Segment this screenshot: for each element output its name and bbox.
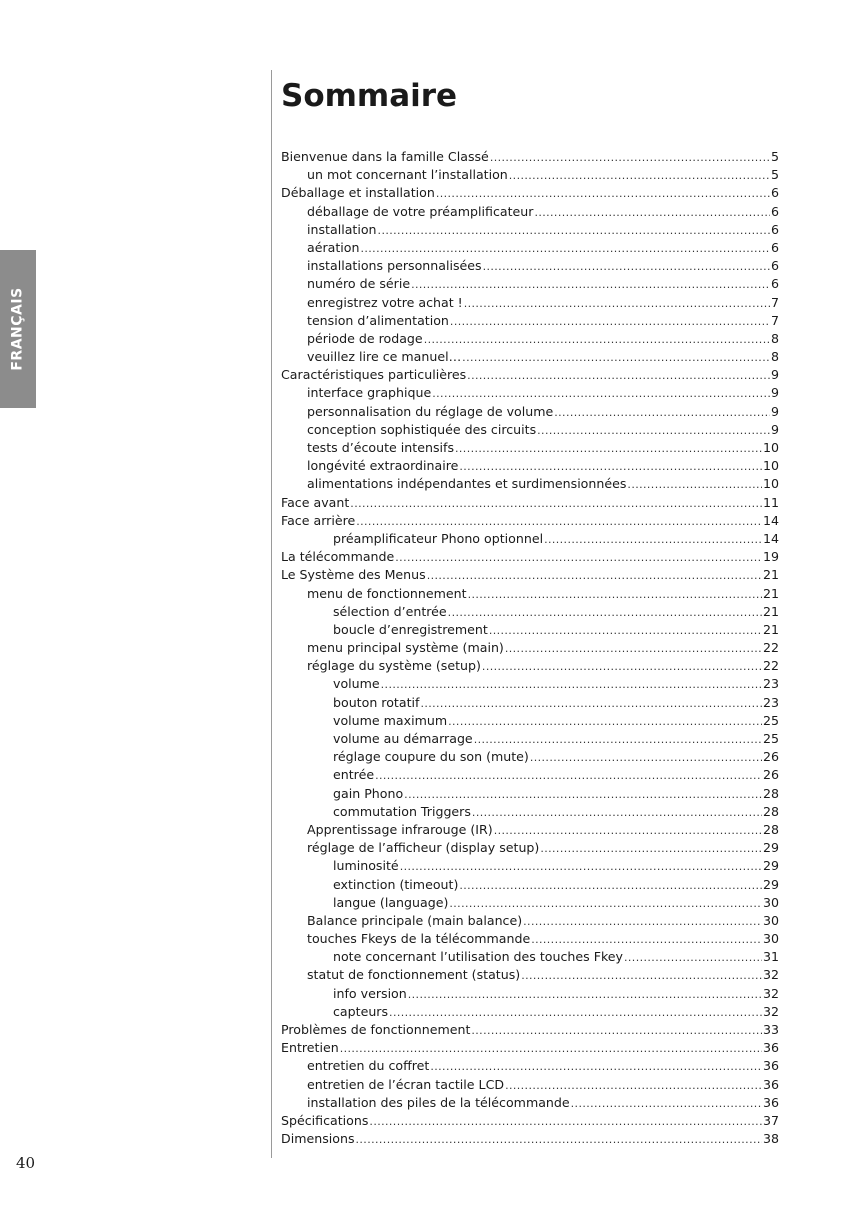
toc-entry-page: 36	[762, 1040, 779, 1056]
toc-entry-title: tension d’alimentation	[307, 312, 449, 328]
toc-entry[interactable]	[281, 785, 779, 803]
toc-entry[interactable]	[281, 203, 779, 221]
toc-entry[interactable]	[281, 166, 779, 184]
dot-leader	[449, 895, 762, 912]
toc-entry-title: entrée	[333, 767, 375, 783]
toc-entry[interactable]	[281, 803, 779, 821]
toc-entry-title: enregistrez votre achat !	[307, 294, 463, 310]
toc-entry[interactable]	[281, 566, 779, 584]
toc-entry-title: réglage coupure du son (mute)	[333, 749, 529, 765]
toc-entry[interactable]	[281, 948, 779, 966]
toc-entry-title: menu principal système (main)	[307, 640, 504, 656]
toc-entry-page: 26	[762, 749, 779, 765]
dot-leader	[459, 458, 762, 475]
toc-entry[interactable]	[281, 1039, 779, 1057]
toc-entry-title: sélection d’entrée	[333, 603, 447, 619]
toc-entry-page: 9	[770, 421, 779, 437]
toc-entry-page: 6	[770, 221, 779, 237]
dot-leader	[509, 167, 770, 184]
page-title: Sommaire	[281, 78, 458, 114]
toc-entry[interactable]	[281, 876, 779, 894]
toc-entry-title: langue (language)	[333, 894, 449, 910]
toc-entry-title: note concernant l’utilisation des touches Fkey	[333, 949, 624, 965]
dot-leader	[360, 240, 770, 257]
toc-entry[interactable]	[281, 239, 779, 257]
toc-entry-title: veuillez lire ce manuel…	[307, 349, 462, 365]
dot-leader	[530, 749, 762, 766]
toc-entry-title: conception sophistiquée des circuits	[307, 421, 537, 437]
toc-entry-page: 28	[762, 821, 779, 837]
toc-entry[interactable]	[281, 530, 779, 548]
toc-entry-title: Caractéristiques particulières	[281, 367, 467, 383]
toc-entry-page: 14	[762, 512, 779, 528]
toc-entry-title: installations personnalisées	[307, 258, 482, 274]
toc-entry-page: 23	[762, 694, 779, 710]
toc-entry[interactable]	[281, 966, 779, 984]
toc-entry-title: bouton rotatif	[333, 694, 420, 710]
dot-leader	[624, 949, 762, 966]
dot-leader	[534, 204, 770, 221]
toc-entry[interactable]	[281, 839, 779, 857]
dot-leader	[400, 858, 762, 875]
language-tab-label: FRANÇAIS	[10, 287, 27, 371]
toc-entry-page: 23	[762, 676, 779, 692]
toc-entry-title: installation	[307, 221, 377, 237]
toc-entry-title: touches Fkeys de la télécommande	[307, 931, 531, 947]
toc-entry[interactable]	[281, 257, 779, 275]
toc-entry-title: alimentations indépendantes et surdimensionnées	[307, 476, 627, 492]
toc-entry-title: Bienvenue dans la famille Classé	[281, 149, 489, 164]
toc-entry-page: 22	[762, 658, 779, 674]
dot-leader	[627, 476, 762, 493]
dot-leader	[375, 767, 762, 784]
dot-leader	[554, 404, 770, 421]
toc-entry[interactable]	[281, 403, 779, 421]
dot-leader	[468, 586, 762, 603]
toc-entry-title: gain Phono	[333, 785, 404, 801]
toc-entry-page: 9	[770, 385, 779, 401]
dot-leader	[356, 1131, 762, 1148]
toc-entry-page: 8	[770, 349, 779, 365]
dot-leader	[381, 676, 762, 693]
toc-entry[interactable]	[281, 512, 779, 530]
dot-leader	[459, 877, 762, 894]
toc-entry[interactable]	[281, 1112, 779, 1130]
dot-leader	[537, 422, 770, 439]
dot-leader	[450, 313, 770, 330]
toc-entry-page: 38	[762, 1131, 779, 1147]
toc-entry-page: 30	[762, 931, 779, 947]
toc-entry-page: 30	[762, 912, 779, 928]
toc-entry[interactable]	[281, 1094, 779, 1112]
toc-entry-title: interface graphique	[307, 385, 432, 401]
toc-entry-title: volume	[333, 676, 380, 692]
dot-leader	[448, 604, 762, 621]
dot-leader	[464, 295, 770, 312]
toc-entry-page: 28	[762, 803, 779, 819]
dot-leader	[489, 622, 762, 639]
dot-leader	[420, 695, 762, 712]
toc-entry-title: volume maximum	[333, 712, 448, 728]
toc-entry[interactable]	[281, 639, 779, 657]
toc-entry[interactable]	[281, 421, 779, 439]
dot-leader	[483, 258, 770, 275]
toc-entry-title: installation des piles de la télécommande	[307, 1094, 570, 1110]
dot-leader	[424, 331, 770, 348]
toc-entry[interactable]	[281, 184, 779, 202]
toc-entry-page: 10	[762, 458, 779, 474]
toc-entry[interactable]	[281, 912, 779, 930]
toc-entry-page: 11	[762, 494, 779, 510]
toc-entry-page: 36	[762, 1094, 779, 1110]
toc-entry-title: Face avant	[281, 494, 350, 510]
toc-entry[interactable]	[281, 712, 779, 730]
toc-entry[interactable]	[281, 730, 779, 748]
toc-entry[interactable]	[281, 694, 779, 712]
toc-entry-title: statut de fonctionnement (status)	[307, 967, 521, 983]
dot-leader	[436, 185, 770, 202]
toc-entry-page: 32	[762, 1003, 779, 1019]
toc-entry-title: entretien de l’écran tactile LCD	[307, 1076, 505, 1092]
toc-entry-page: 29	[762, 876, 779, 892]
toc-entry-page: 22	[762, 640, 779, 656]
dot-leader	[340, 1040, 762, 1057]
toc-entry[interactable]	[281, 330, 779, 348]
toc-entry-title: commutation Triggers	[333, 803, 471, 819]
toc-entry-title: réglage de l’afficheur (display setup)	[307, 840, 540, 856]
dot-leader	[395, 549, 762, 566]
toc-entry-page: 19	[762, 549, 779, 565]
toc-entry-page: 33	[762, 1022, 779, 1037]
page-number: 40	[16, 1154, 36, 1172]
toc-entry[interactable]	[281, 748, 779, 766]
toc-entry-title: longévité extraordinaire	[307, 458, 459, 474]
toc-entry-title: Déballage et installation	[281, 185, 435, 201]
toc-entry-title: Problèmes de fonctionnement	[281, 1022, 471, 1037]
toc-entry[interactable]	[281, 548, 779, 566]
toc-entry[interactable]	[281, 384, 779, 402]
toc-entry-page: 14	[762, 530, 779, 546]
toc-entry-title: menu de fonctionnement	[307, 585, 467, 601]
toc-entry-title: Face arrière	[281, 512, 356, 528]
toc-entry-title: Spécifications	[281, 1112, 369, 1128]
toc-entry-title: extinction (timeout)	[333, 876, 459, 892]
dot-leader	[411, 276, 770, 293]
toc-entry[interactable]	[281, 930, 779, 948]
toc-entry-title: période de rodage	[307, 330, 423, 346]
dot-leader	[356, 513, 762, 530]
dot-leader	[474, 731, 762, 748]
toc-entry-page: 31	[762, 949, 779, 965]
toc-entry-title: numéro de série	[307, 276, 411, 292]
toc-entry-page: 28	[762, 785, 779, 801]
dot-leader	[505, 1077, 762, 1094]
toc-entry[interactable]	[281, 494, 779, 512]
toc-entry-page: 9	[770, 367, 779, 383]
toc-entry[interactable]	[281, 457, 779, 475]
toc-entry-page: 21	[762, 567, 779, 583]
toc-entry-page: 5	[770, 167, 779, 183]
toc-entry-title: boucle d’enregistrement	[333, 621, 488, 637]
toc-entry[interactable]	[281, 312, 779, 330]
toc-entry-page: 6	[770, 239, 779, 255]
vertical-rule	[271, 70, 272, 1158]
toc-entry-title: volume au démarrage	[333, 731, 473, 746]
toc-entry[interactable]	[281, 894, 779, 912]
dot-leader	[455, 440, 762, 457]
toc-entry-page: 36	[762, 1058, 779, 1074]
dot-leader	[369, 1113, 762, 1130]
dot-leader	[427, 567, 762, 584]
dot-leader	[523, 913, 762, 930]
toc-entry-title: aération	[307, 239, 360, 255]
toc-entry-title: tests d’écoute intensifs	[307, 440, 454, 455]
dot-leader	[471, 1022, 762, 1039]
toc-entry[interactable]	[281, 275, 779, 293]
toc-entry-page: 37	[762, 1112, 779, 1128]
toc-entry[interactable]	[281, 439, 779, 457]
toc-entry-page: 29	[762, 858, 779, 874]
toc-entry[interactable]	[281, 366, 779, 384]
toc-entry-title: personnalisation du réglage de volume	[307, 403, 554, 419]
dot-leader	[408, 986, 762, 1003]
toc-entry[interactable]	[281, 475, 779, 493]
dot-leader	[404, 786, 762, 803]
toc-entry[interactable]	[281, 1003, 779, 1021]
toc-entry-page: 6	[770, 258, 779, 274]
toc-entry[interactable]	[281, 221, 779, 239]
toc-entry-title: info version	[333, 985, 407, 1001]
toc-entry-page: 6	[770, 203, 779, 219]
toc-entry-page: 36	[762, 1076, 779, 1092]
toc-entry-title: Entretien	[281, 1040, 339, 1056]
table-of-contents	[281, 148, 779, 1148]
toc-entry-page: 6	[770, 185, 779, 201]
dot-leader	[521, 967, 762, 984]
toc-entry[interactable]	[281, 1021, 779, 1039]
toc-entry[interactable]	[281, 675, 779, 693]
dot-leader	[432, 385, 770, 402]
toc-entry-page: 32	[762, 967, 779, 983]
dot-leader	[389, 1004, 762, 1021]
toc-entry[interactable]	[281, 1076, 779, 1094]
toc-entry[interactable]	[281, 148, 779, 166]
toc-entry-title: capteurs	[333, 1003, 389, 1019]
toc-entry-page: 21	[762, 621, 779, 637]
toc-entry[interactable]	[281, 621, 779, 639]
language-tab	[0, 250, 36, 408]
toc-entry-page: 21	[762, 603, 779, 619]
dot-leader	[531, 931, 762, 948]
dot-leader	[544, 531, 762, 548]
toc-entry-title: préamplificateur Phono optionnel	[333, 530, 544, 546]
dot-leader	[430, 1058, 762, 1075]
toc-entry[interactable]	[281, 348, 779, 366]
toc-entry-title: Apprentissage infrarouge (IR)	[307, 821, 493, 837]
toc-entry-page: 30	[762, 894, 779, 910]
toc-entry-page: 25	[762, 712, 779, 728]
toc-entry-page: 10	[762, 440, 779, 455]
toc-entry-page: 6	[770, 276, 779, 292]
toc-entry-title: luminosité	[333, 858, 399, 874]
toc-entry-page: 26	[762, 767, 779, 783]
toc-entry-title: entretien du coffret	[307, 1058, 430, 1074]
dot-leader	[448, 713, 762, 730]
toc-entry-page: 29	[762, 840, 779, 856]
toc-entry[interactable]	[281, 585, 779, 603]
dot-leader	[472, 804, 762, 821]
toc-entry-title: déballage de votre préamplificateur	[307, 203, 534, 219]
toc-entry-page: 10	[762, 476, 779, 492]
toc-entry[interactable]	[281, 1130, 779, 1148]
toc-entry-title: Le Système des Menus	[281, 567, 426, 583]
dot-leader	[505, 640, 762, 657]
toc-entry[interactable]	[281, 294, 779, 312]
dot-leader	[540, 840, 762, 857]
toc-entry[interactable]	[281, 657, 779, 675]
toc-entry-page: 7	[770, 294, 779, 310]
toc-entry-title: un mot concernant l’installation	[307, 167, 508, 183]
toc-entry-title: Balance principale (main balance)	[307, 912, 523, 928]
dot-leader	[494, 822, 762, 839]
dot-leader	[467, 367, 770, 384]
dot-leader	[490, 149, 770, 166]
toc-entry-page: 8	[770, 330, 779, 346]
toc-entry[interactable]	[281, 821, 779, 839]
dot-leader	[350, 495, 762, 512]
toc-entry-title: réglage du système (setup)	[307, 658, 481, 674]
toc-entry[interactable]	[281, 985, 779, 1003]
dot-leader	[482, 658, 762, 675]
toc-entry-page: 21	[762, 585, 779, 601]
toc-entry-page: 7	[770, 312, 779, 328]
dot-leader	[571, 1095, 762, 1112]
toc-entry[interactable]	[281, 857, 779, 875]
toc-entry-title: La télécommande	[281, 549, 395, 565]
toc-entry-page: 9	[770, 403, 779, 419]
toc-entry[interactable]	[281, 766, 779, 784]
toc-entry-page: 25	[762, 731, 779, 746]
toc-entry[interactable]	[281, 1057, 779, 1075]
toc-entry-page: 5	[770, 149, 779, 164]
toc-entry-page: 32	[762, 985, 779, 1001]
dot-leader	[462, 349, 770, 366]
toc-entry-title: Dimensions	[281, 1131, 355, 1147]
toc-entry[interactable]	[281, 603, 779, 621]
dot-leader	[378, 222, 770, 239]
